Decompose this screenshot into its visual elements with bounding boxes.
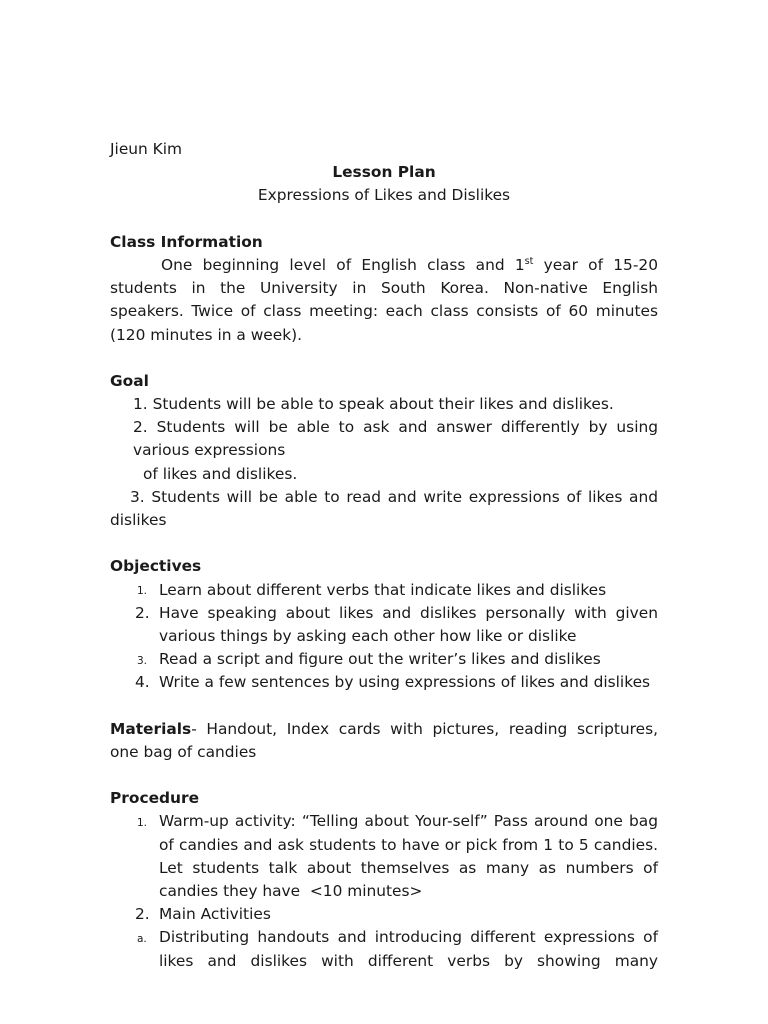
section-heading: Procedure <box>110 789 200 808</box>
materials-text: - Handout, Index cards with pictures, reading scriptures, <box>191 719 658 738</box>
objective-item <box>110 671 658 694</box>
objective-item <box>110 602 658 625</box>
goal-section <box>110 370 658 532</box>
section-heading: Goal <box>110 371 149 390</box>
list-number: 1. <box>137 817 148 830</box>
goal-line: various expressions <box>133 441 286 460</box>
lesson-plan-document <box>110 138 658 973</box>
objective-text: Read a script and figure out the writer’s likes and dislikes <box>159 650 601 669</box>
procedure-section <box>110 787 658 973</box>
procedure-continuation <box>110 857 658 880</box>
materials-line: one bag of candies <box>110 742 257 761</box>
document-title: Lesson Plan <box>332 163 436 182</box>
procedure-continuation <box>110 834 658 857</box>
section-heading: Objectives <box>110 557 202 576</box>
list-number: 2. <box>135 603 150 622</box>
section-heading: Class Information <box>110 232 263 251</box>
list-number: 4. <box>135 673 150 692</box>
procedure-item <box>110 810 658 833</box>
paragraph-line: (120 minutes in a week). <box>110 325 303 344</box>
objective-text: Learn about different verbs that indicate likes and dislikes <box>159 580 607 599</box>
paragraph-line <box>110 277 658 300</box>
class-information-section <box>110 231 658 347</box>
objective-item <box>110 648 658 671</box>
objective-item <box>110 579 658 602</box>
objective-text: Write a few sentences by using expressions of likes and dislikes <box>159 673 651 692</box>
paragraph-line-text: speakers. Twice of class meeting: each class consists of 60 minutes <box>110 302 658 321</box>
objective-text: Have speaking about likes and dislikes personally with given <box>159 603 658 622</box>
list-number: 3. <box>137 654 148 667</box>
goal-line-text: 3. Students will be able to read and write expressions of likes and <box>130 487 658 506</box>
list-letter: a. <box>137 933 147 946</box>
document-header <box>110 138 658 208</box>
goal-line <box>110 486 658 509</box>
procedure-continuation <box>110 950 658 973</box>
paragraph-line-text: students in the University in South Korea. Non-native English <box>110 279 658 298</box>
list-number: 1. <box>137 585 148 598</box>
goal-line-text: 2. Students will be able to ask and answer differently by using <box>133 418 658 437</box>
document-subtitle: Expressions of Likes and Dislikes <box>257 186 511 205</box>
procedure-text: of candies and ask students to have or pick from 1 to 5 candies. <box>159 835 658 854</box>
goal-line: 1. Students will be able to speak about their likes and dislikes. <box>133 395 614 414</box>
paragraph-line-text <box>161 256 658 274</box>
procedure-text: Let students talk about themselves as many as numbers of <box>159 858 658 877</box>
goal-line: dislikes <box>110 511 167 529</box>
ordinal-superscript: st <box>524 255 534 267</box>
materials-line-text <box>110 720 658 738</box>
paragraph-line <box>110 300 658 323</box>
text-before-superscript: One beginning level of English class and 1 <box>161 255 525 274</box>
procedure-text: Distributing handouts and introducing different expressions of <box>159 928 658 947</box>
author-name: Jieun Kim <box>110 140 183 158</box>
procedure-continuation: candies they have <10 minutes> <box>159 882 423 900</box>
goal-line: of likes and dislikes. <box>143 464 298 483</box>
materials-section <box>110 718 658 764</box>
paragraph-line <box>110 254 658 277</box>
procedure-text: Warm-up activity: “Telling about Your-self” Pass around one bag <box>159 812 658 831</box>
objectives-section <box>110 555 658 694</box>
procedure-text: Main Activities <box>159 905 271 924</box>
procedure-text: likes and dislikes with different verbs by showing many <box>159 951 658 970</box>
objective-continuation: various things by asking each other how like or dislike <box>159 626 577 645</box>
procedure-item <box>110 926 658 949</box>
materials-label: Materials <box>110 719 192 738</box>
list-number: 2. <box>135 905 150 924</box>
goal-line <box>110 416 658 439</box>
procedure-item <box>110 903 658 926</box>
text-after-superscript: year of 15-20 <box>533 255 658 274</box>
materials-line <box>110 718 658 741</box>
